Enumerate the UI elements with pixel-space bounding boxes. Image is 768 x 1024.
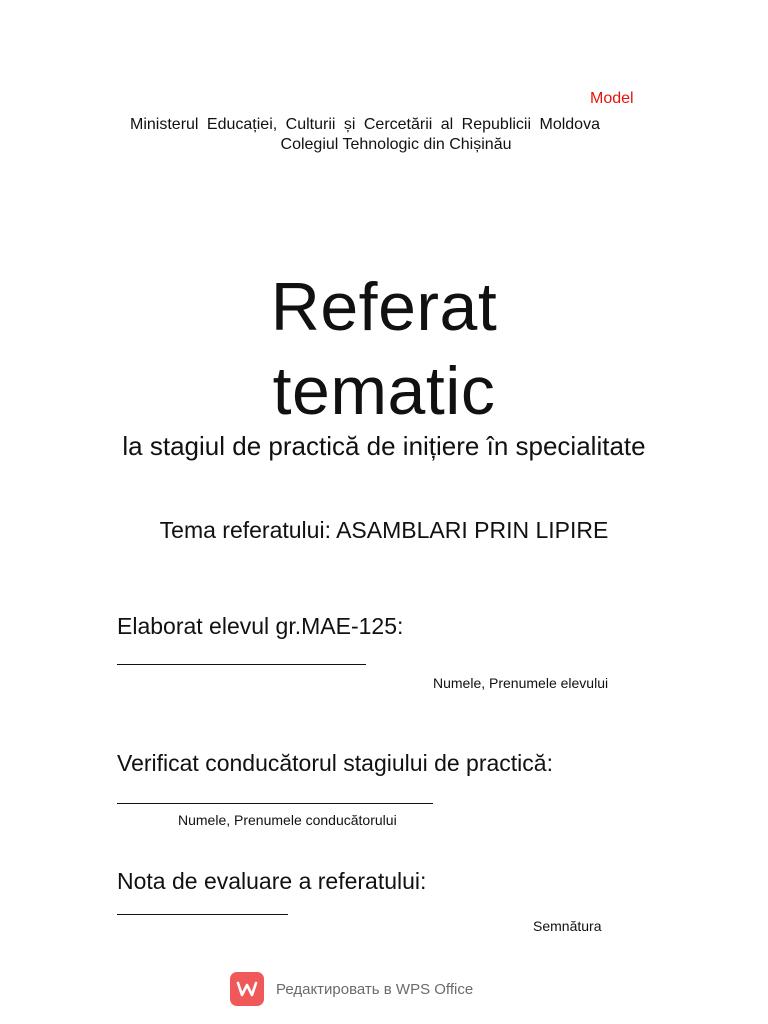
college-name: Colegiul Tehnologic din Chișinău (280, 136, 512, 153)
evaluation-label: Nota de evaluare a referatului: (117, 868, 427, 894)
supervisor-hint: Numele, Prenumele conducătorului (178, 812, 397, 828)
supervisor-label: Verificat conducătorul stagiului de practică: (117, 750, 553, 776)
title-line-1: Referat (270, 269, 498, 345)
model-label: Model (590, 90, 634, 107)
subtitle: la stagiul de practică de inițiere în specialitate (122, 431, 646, 461)
wps-logo-icon (230, 972, 264, 1006)
title-line-2: tematic (272, 353, 496, 429)
evaluation-grade-line (117, 914, 288, 915)
wps-edit-label: Редактировать в WPS Office (276, 980, 474, 998)
topic-label: Tema referatului: (159, 517, 331, 543)
supervisor-name-line (117, 803, 433, 804)
student-label: Elaborat elevul gr.MAE-125: (117, 613, 404, 639)
topic-value: ASAMBLARI PRIN LIPIRE (336, 517, 609, 543)
student-hint: Numele, Prenumele elevului (433, 675, 609, 691)
wps-edit-button[interactable] (230, 972, 473, 1006)
student-name-line (117, 664, 366, 665)
signature-hint: Semnătura (533, 918, 602, 934)
ministry-name: Ministerul Educației, Culturii și Cercetării al Republicii Moldova (130, 116, 600, 133)
topic-line (0, 517, 768, 544)
